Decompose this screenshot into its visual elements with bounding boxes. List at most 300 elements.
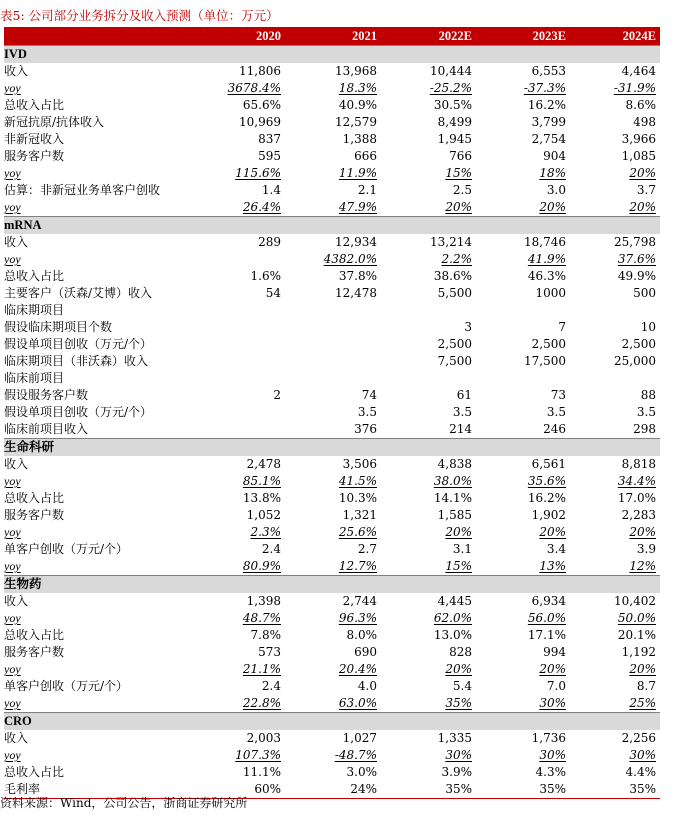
value-cell: 3678.4% bbox=[227, 81, 281, 95]
table-row bbox=[4, 319, 660, 336]
value-cell: 20% bbox=[629, 166, 656, 180]
value-cell: 4,445 bbox=[437, 594, 472, 608]
revenue-forecast-table bbox=[4, 27, 660, 799]
section-header-cell bbox=[381, 217, 476, 235]
value-cell: 6,561 bbox=[531, 457, 566, 471]
value-cell: 766 bbox=[449, 149, 472, 163]
value-cell: 8,818 bbox=[621, 457, 656, 471]
value-cell: 8.7 bbox=[636, 679, 656, 693]
value-cell: 10,969 bbox=[239, 115, 281, 129]
value-cell: 2.1 bbox=[357, 183, 377, 197]
row-label: 毛利率 bbox=[4, 781, 179, 799]
row-label: 服务客户数 bbox=[4, 645, 65, 659]
row-label: 非新冠收入 bbox=[4, 132, 65, 146]
value-cell: 828 bbox=[449, 645, 472, 659]
value-cell: 1.4 bbox=[261, 183, 281, 197]
row-label: 单客户创收（万元/个） bbox=[4, 679, 129, 693]
section-1 bbox=[4, 217, 660, 439]
table-row bbox=[4, 661, 660, 678]
value-cell: 88 bbox=[640, 388, 656, 402]
section-header-cell bbox=[381, 46, 476, 64]
value-cell: 25,000 bbox=[614, 354, 656, 368]
section-header-cell bbox=[381, 713, 476, 731]
table-row bbox=[4, 97, 660, 114]
section-header-cell bbox=[285, 46, 381, 64]
value-cell: 25% bbox=[629, 696, 656, 710]
value-cell: 37.8% bbox=[338, 269, 377, 283]
value-cell: 85.1% bbox=[242, 474, 281, 488]
value-cell bbox=[285, 353, 381, 370]
value-cell: 3.0% bbox=[346, 765, 377, 779]
value-cell: 500 bbox=[633, 286, 656, 300]
value-cell: 7.0 bbox=[546, 679, 566, 693]
section-header-cell bbox=[381, 576, 476, 594]
value-cell: 20.1% bbox=[617, 628, 656, 642]
row-label: 收入 bbox=[4, 457, 29, 471]
table-row bbox=[4, 199, 660, 217]
value-cell: 35.6% bbox=[527, 474, 566, 488]
value-cell: 30% bbox=[539, 696, 566, 710]
section-title: CRO bbox=[4, 713, 179, 731]
value-cell bbox=[570, 370, 660, 387]
row-label: 总收入占比 bbox=[4, 98, 65, 112]
value-cell: 35% bbox=[570, 781, 660, 799]
value-cell: 16.2% bbox=[527, 491, 566, 505]
value-cell: 3.9 bbox=[636, 542, 656, 556]
value-cell: 4.4% bbox=[625, 765, 656, 779]
row-label: yoy bbox=[4, 611, 21, 625]
value-cell: 40.9% bbox=[338, 98, 377, 112]
value-cell: 12.7% bbox=[338, 559, 377, 573]
value-cell: 63.0% bbox=[338, 696, 377, 710]
value-cell: 298 bbox=[633, 422, 656, 436]
value-cell: 73 bbox=[550, 388, 566, 402]
value-cell: 107.3% bbox=[235, 748, 281, 762]
table-row bbox=[4, 370, 660, 387]
value-cell: 20% bbox=[445, 662, 472, 676]
row-label: 临床期项目（非沃森）收入 bbox=[4, 354, 149, 368]
table-row bbox=[4, 524, 660, 541]
table-row bbox=[4, 302, 660, 319]
value-cell: 13,214 bbox=[430, 235, 472, 249]
row-label: 假设服务客户数 bbox=[4, 388, 89, 402]
value-cell bbox=[570, 302, 660, 319]
table-row bbox=[4, 764, 660, 781]
table-row bbox=[4, 593, 660, 610]
value-cell: 4,838 bbox=[437, 457, 472, 471]
table-row bbox=[4, 747, 660, 764]
value-cell: 30.5% bbox=[433, 98, 472, 112]
row-label: 总收入占比 bbox=[4, 628, 65, 642]
value-cell bbox=[476, 370, 570, 387]
value-cell: 1,192 bbox=[621, 645, 656, 659]
value-cell: 1,052 bbox=[246, 508, 281, 522]
header-row bbox=[4, 27, 660, 46]
section-0 bbox=[4, 46, 660, 217]
section-header-cell bbox=[570, 713, 660, 731]
table-row bbox=[4, 353, 660, 370]
value-cell: 4382.0% bbox=[323, 252, 377, 266]
table-row bbox=[4, 456, 660, 473]
value-cell bbox=[179, 353, 285, 370]
value-cell: 20.4% bbox=[338, 662, 377, 676]
value-cell: 12,934 bbox=[335, 235, 377, 249]
section-header-row bbox=[4, 439, 660, 457]
value-cell: 2.4 bbox=[261, 542, 281, 556]
row-label: 假设单项目创收（万元/个） bbox=[4, 337, 153, 351]
value-cell: 3,966 bbox=[621, 132, 656, 146]
section-header-cell bbox=[285, 439, 381, 457]
value-cell: 4,464 bbox=[621, 64, 656, 78]
row-label: 临床前项目 bbox=[4, 371, 65, 385]
value-cell: 25.6% bbox=[338, 525, 377, 539]
header-year: 2021 bbox=[285, 27, 381, 46]
table-row bbox=[4, 730, 660, 747]
row-label: 临床期项目 bbox=[4, 303, 65, 317]
value-cell: -31.9% bbox=[613, 81, 656, 95]
table-row bbox=[4, 336, 660, 353]
row-label: yoy bbox=[4, 748, 21, 762]
table-row bbox=[4, 627, 660, 644]
value-cell: 5.4 bbox=[452, 679, 472, 693]
table-row bbox=[4, 285, 660, 302]
value-cell: 10 bbox=[640, 320, 656, 334]
value-cell: 10,402 bbox=[614, 594, 656, 608]
value-cell: 8.0% bbox=[346, 628, 377, 642]
value-cell: 1000 bbox=[535, 286, 566, 300]
header-year: 2022E bbox=[381, 27, 476, 46]
value-cell: 38.6% bbox=[433, 269, 472, 283]
value-cell: 35% bbox=[381, 781, 476, 799]
value-cell: 37.6% bbox=[617, 252, 656, 266]
value-cell: 289 bbox=[258, 235, 281, 249]
value-cell: 12% bbox=[629, 559, 656, 573]
header-cell bbox=[4, 27, 179, 46]
table-row bbox=[4, 678, 660, 695]
section-header-cell bbox=[476, 576, 570, 594]
value-cell: 20% bbox=[629, 200, 656, 214]
section-header-cell bbox=[285, 713, 381, 731]
value-cell bbox=[381, 302, 476, 319]
value-cell: 2,256 bbox=[621, 731, 656, 745]
section-header-cell bbox=[570, 46, 660, 64]
value-cell: -25.2% bbox=[429, 81, 472, 95]
value-cell: 61 bbox=[456, 388, 472, 402]
value-cell bbox=[179, 251, 285, 268]
value-cell: 994 bbox=[543, 645, 566, 659]
table-row bbox=[4, 404, 660, 421]
value-cell bbox=[285, 319, 381, 336]
value-cell: 2.7 bbox=[357, 542, 377, 556]
value-cell: 3.5 bbox=[452, 405, 472, 419]
row-label: yoy bbox=[4, 81, 21, 95]
value-cell: 6,934 bbox=[531, 594, 566, 608]
section-4 bbox=[4, 713, 660, 799]
value-cell: 41.5% bbox=[338, 474, 377, 488]
value-cell: 35% bbox=[476, 781, 570, 799]
section-header-row bbox=[4, 217, 660, 235]
value-cell: 595 bbox=[258, 149, 281, 163]
table-row bbox=[4, 541, 660, 558]
value-cell: 17,500 bbox=[524, 354, 566, 368]
value-cell: 2.3% bbox=[250, 525, 281, 539]
value-cell: 2,003 bbox=[246, 731, 281, 745]
value-cell: 25,798 bbox=[614, 235, 656, 249]
value-cell: 1,398 bbox=[246, 594, 281, 608]
row-label: 收入 bbox=[4, 235, 29, 249]
value-cell: 13.8% bbox=[242, 491, 281, 505]
value-cell: 3,799 bbox=[531, 115, 566, 129]
value-cell: 1,585 bbox=[437, 508, 472, 522]
value-cell: 11.9% bbox=[338, 166, 377, 180]
value-cell: -48.7% bbox=[334, 748, 377, 762]
value-cell: 2,478 bbox=[246, 457, 281, 471]
value-cell: 3.5 bbox=[636, 405, 656, 419]
value-cell: 498 bbox=[633, 115, 656, 129]
table-row bbox=[4, 387, 660, 404]
row-label: 假设单项目创收（万元/个） bbox=[4, 405, 153, 419]
row-label: 临床前项目收入 bbox=[4, 422, 89, 436]
value-cell: 65.6% bbox=[242, 98, 281, 112]
value-cell bbox=[179, 404, 285, 421]
table-row bbox=[4, 80, 660, 97]
section-title: mRNA bbox=[4, 217, 179, 235]
value-cell: 573 bbox=[258, 645, 281, 659]
value-cell: 13.0% bbox=[433, 628, 472, 642]
value-cell: 904 bbox=[543, 149, 566, 163]
section-header-cell bbox=[179, 46, 285, 64]
value-cell: 30% bbox=[445, 748, 472, 762]
row-label: yoy bbox=[4, 662, 21, 676]
value-cell: 2,283 bbox=[621, 508, 656, 522]
value-cell: 16.2% bbox=[527, 98, 566, 112]
row-label: 服务客户数 bbox=[4, 508, 65, 522]
table-row bbox=[4, 234, 660, 251]
value-cell: 20% bbox=[539, 662, 566, 676]
section-header-cell bbox=[476, 439, 570, 457]
row-label: 总收入占比 bbox=[4, 491, 65, 505]
row-label: yoy bbox=[4, 525, 21, 539]
value-cell: 7.8% bbox=[250, 628, 281, 642]
row-label: 收入 bbox=[4, 64, 29, 78]
value-cell: 1,335 bbox=[437, 731, 472, 745]
value-cell: 49.9% bbox=[617, 269, 656, 283]
value-cell: 22.8% bbox=[242, 696, 281, 710]
value-cell: 20% bbox=[539, 200, 566, 214]
value-cell: 20% bbox=[539, 525, 566, 539]
value-cell: 50.0% bbox=[617, 611, 656, 625]
value-cell: 2.2% bbox=[441, 252, 472, 266]
section-header-row bbox=[4, 46, 660, 64]
value-cell: 54 bbox=[265, 286, 281, 300]
section-header-cell bbox=[570, 439, 660, 457]
section-header-cell bbox=[179, 439, 285, 457]
table-row bbox=[4, 63, 660, 80]
value-cell: 376 bbox=[354, 422, 377, 436]
value-cell: 96.3% bbox=[338, 611, 377, 625]
row-label: 估算：非新冠业务单客户创收 bbox=[4, 183, 161, 197]
row-label: 收入 bbox=[4, 731, 29, 745]
value-cell: 2,500 bbox=[531, 337, 566, 351]
value-cell: 10,444 bbox=[430, 64, 472, 78]
value-cell: 38.0% bbox=[433, 474, 472, 488]
value-cell: 2,500 bbox=[621, 337, 656, 351]
value-cell: 8.6% bbox=[625, 98, 656, 112]
table-row bbox=[4, 148, 660, 165]
value-cell: 3.5 bbox=[357, 405, 377, 419]
value-cell: 3 bbox=[464, 320, 472, 334]
value-cell: 60% bbox=[179, 781, 285, 799]
section-title: 生物药 bbox=[4, 576, 179, 594]
row-label: yoy bbox=[4, 200, 21, 214]
source-note: 资料来源：Wind，公司公告，浙商证券研究所 bbox=[0, 796, 248, 810]
section-header-cell bbox=[381, 439, 476, 457]
table-row bbox=[4, 114, 660, 131]
value-cell bbox=[179, 302, 285, 319]
value-cell bbox=[381, 370, 476, 387]
table-row bbox=[4, 473, 660, 490]
value-cell: 1,945 bbox=[437, 132, 472, 146]
header-year: 2020 bbox=[179, 27, 285, 46]
value-cell: 20% bbox=[629, 662, 656, 676]
value-cell: 7,500 bbox=[437, 354, 472, 368]
section-header-cell bbox=[570, 217, 660, 235]
value-cell: 17.0% bbox=[617, 491, 656, 505]
row-label: 服务客户数 bbox=[4, 149, 65, 163]
value-cell: 24% bbox=[285, 781, 381, 799]
section-title: IVD bbox=[4, 46, 179, 64]
value-cell: 12,478 bbox=[335, 286, 377, 300]
value-cell: 12,579 bbox=[335, 115, 377, 129]
value-cell bbox=[179, 336, 285, 353]
value-cell bbox=[285, 302, 381, 319]
value-cell: 18.3% bbox=[338, 81, 377, 95]
section-header-row bbox=[4, 576, 660, 594]
value-cell: 21.1% bbox=[242, 662, 281, 676]
value-cell: 214 bbox=[449, 422, 472, 436]
value-cell: 56.0% bbox=[527, 611, 566, 625]
value-cell: 13% bbox=[539, 559, 566, 573]
value-cell: 35% bbox=[445, 696, 472, 710]
value-cell: 11.1% bbox=[242, 765, 281, 779]
value-cell: 3.1 bbox=[452, 542, 472, 556]
table-row bbox=[4, 610, 660, 627]
value-cell: 3.7 bbox=[636, 183, 656, 197]
table-row bbox=[4, 182, 660, 199]
section-3 bbox=[4, 576, 660, 713]
value-cell bbox=[179, 319, 285, 336]
row-label: 收入 bbox=[4, 594, 29, 608]
row-label: 总收入占比 bbox=[4, 765, 65, 779]
row-label: 新冠抗原/抗体收入 bbox=[4, 115, 105, 129]
row-label: yoy bbox=[4, 559, 21, 573]
table-row bbox=[4, 695, 660, 713]
value-cell: 47.9% bbox=[338, 200, 377, 214]
value-cell: 3.0 bbox=[546, 183, 566, 197]
value-cell: 62.0% bbox=[433, 611, 472, 625]
value-cell: 7 bbox=[558, 320, 566, 334]
row-label: 主要客户（沃森/艾博）收入 bbox=[4, 286, 153, 300]
value-cell: 2.4 bbox=[261, 679, 281, 693]
value-cell: 1,736 bbox=[531, 731, 566, 745]
row-label: 总收入占比 bbox=[4, 269, 65, 283]
value-cell: 5,500 bbox=[437, 286, 472, 300]
value-cell: 2 bbox=[273, 388, 281, 402]
value-cell bbox=[179, 421, 285, 439]
value-cell bbox=[285, 336, 381, 353]
value-cell: 18% bbox=[539, 166, 566, 180]
value-cell: 115.6% bbox=[235, 166, 281, 180]
value-cell: 4.3% bbox=[535, 765, 566, 779]
value-cell: 2,744 bbox=[342, 594, 377, 608]
value-cell: 1,085 bbox=[621, 149, 656, 163]
value-cell: 26.4% bbox=[242, 200, 281, 214]
value-cell: 3.4 bbox=[546, 542, 566, 556]
value-cell: 46.3% bbox=[527, 269, 566, 283]
value-cell bbox=[179, 370, 285, 387]
table-row bbox=[4, 268, 660, 285]
value-cell: 3.5 bbox=[546, 405, 566, 419]
value-cell: 666 bbox=[354, 149, 377, 163]
section-header-cell bbox=[476, 217, 570, 235]
section-2 bbox=[4, 439, 660, 576]
table-row bbox=[4, 507, 660, 524]
section-header-cell bbox=[285, 576, 381, 594]
row-label: 单客户创收（万元/个） bbox=[4, 542, 129, 556]
header-year: 2024E bbox=[570, 27, 660, 46]
row-label: yoy bbox=[4, 166, 21, 180]
row-label: yoy bbox=[4, 252, 21, 266]
value-cell: 1,321 bbox=[342, 508, 377, 522]
value-cell: -37.3% bbox=[523, 81, 566, 95]
section-title: 生命科研 bbox=[4, 439, 179, 457]
section-header-cell bbox=[285, 217, 381, 235]
section-header-cell bbox=[570, 576, 660, 594]
table-caption: 表5: 公司部分业务拆分及收入预测（单位：万元） bbox=[0, 8, 279, 23]
value-cell bbox=[285, 370, 381, 387]
value-cell: 41.9% bbox=[527, 252, 566, 266]
header-year: 2023E bbox=[476, 27, 570, 46]
value-cell: 3,506 bbox=[342, 457, 377, 471]
section-header-cell bbox=[179, 713, 285, 731]
row-label: yoy bbox=[4, 696, 21, 710]
value-cell: 15% bbox=[445, 559, 472, 573]
value-cell: 2,754 bbox=[531, 132, 566, 146]
value-cell: 80.9% bbox=[242, 559, 281, 573]
row-label: yoy bbox=[4, 474, 21, 488]
table-row bbox=[4, 490, 660, 507]
value-cell: 1,388 bbox=[342, 132, 377, 146]
value-cell: 20% bbox=[445, 525, 472, 539]
section-header-cell bbox=[179, 576, 285, 594]
value-cell: 17.1% bbox=[527, 628, 566, 642]
table-row bbox=[4, 558, 660, 576]
value-cell: 1.6% bbox=[250, 269, 281, 283]
value-cell: 6,553 bbox=[531, 64, 566, 78]
value-cell: 11,806 bbox=[239, 64, 281, 78]
section-header-cell bbox=[476, 46, 570, 64]
value-cell: 8,499 bbox=[437, 115, 472, 129]
value-cell: 30% bbox=[629, 748, 656, 762]
table-row bbox=[4, 251, 660, 268]
value-cell: 1,027 bbox=[342, 731, 377, 745]
value-cell bbox=[476, 302, 570, 319]
value-cell: 2,500 bbox=[437, 337, 472, 351]
value-cell: 20% bbox=[629, 525, 656, 539]
table-row bbox=[4, 644, 660, 661]
value-cell: 48.7% bbox=[242, 611, 281, 625]
value-cell: 20% bbox=[445, 200, 472, 214]
